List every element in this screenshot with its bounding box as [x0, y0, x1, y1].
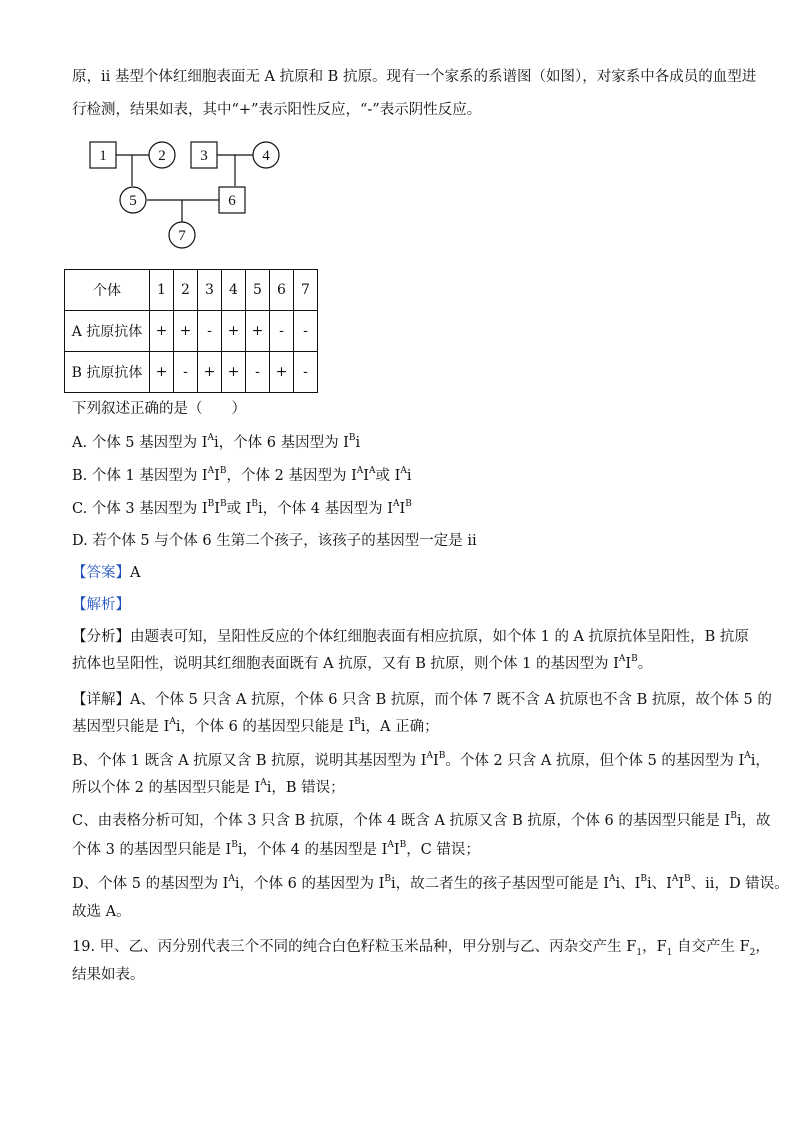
- detail-line-3: B、个体 1 既含 A 抗原又含 B 抗原，说明其基因型为 $I^AI^B$。个体 2 只含 A 抗原，但个体 5 的基因型为 $I^Ai$，: [72, 751, 770, 769]
- table-col-header: 2: [174, 270, 198, 311]
- table-cell: -: [198, 311, 222, 352]
- option-a: A. 个体 5 基因型为 $I^Ai$，个体 6 基因型为 $I^Bi$: [72, 433, 361, 451]
- table-cell: +: [174, 311, 198, 352]
- question-stem: 下列叙述正确的是（ ）: [72, 401, 246, 417]
- question-19-line-2: 结果如表。: [72, 967, 145, 983]
- detail-conclusion: 故选 A。: [72, 904, 131, 920]
- answer-line: [72, 563, 140, 583]
- pedigree-label-7: 7: [178, 228, 186, 244]
- table-cell: -: [174, 352, 198, 393]
- fenxi-line-2: 抗体也呈阳性，说明其红细胞表面既有 A 抗原，又有 B 抗原，则个体 1 的基因型为 $I^AI^B$。: [72, 654, 653, 672]
- pedigree-label-5: 5: [129, 193, 137, 209]
- pedigree-label-2: 2: [158, 148, 166, 164]
- pedigree-label-4: 4: [262, 148, 270, 164]
- table-cell: -: [294, 311, 318, 352]
- detail-line-5: C、由表格分析可知，个体 3 只含 B 抗原，个体 4 既含 A 抗原又含 B 抗原，个体 6 的基因型只能是 $I^Bi$，故: [72, 811, 771, 829]
- table-col-header: 4: [222, 270, 246, 311]
- table-col-header: 7: [294, 270, 318, 311]
- table-cell: +: [198, 352, 222, 393]
- table-cell: +: [150, 352, 174, 393]
- blood-type-table: [64, 269, 318, 393]
- pedigree-label-3: 3: [200, 148, 208, 164]
- table-col-header: 1: [150, 270, 174, 311]
- detail-line-2: 基因型只能是 $I^Ai$，个体 6 的基因型只能是 $I^Bi$，A 正确；: [72, 717, 439, 735]
- option-c: C. 个体 3 基因型为 $I^BI^B$或 $I^Bi$，个体 4 基因型为 $I^AI^B$: [72, 499, 412, 517]
- detail-line-6: 个体 3 的基因型只能是 $I^Bi$，个体 4 的基因型是 $I^AI^B$，C 错误；: [72, 840, 480, 858]
- table-header-label: 个体: [65, 270, 150, 311]
- table-cell: -: [294, 352, 318, 393]
- detail-line-7: D、个体 5 的基因型为 $I^Ai$，个体 6 的基因型为 $I^Bi$，故二者生的孩子基因型可能是 $I^Ai$、$I^Bi$、$I^AI^B$、ii，D 错误。: [72, 874, 789, 892]
- detail-line-4: 所以个体 2 的基因型只能是 $I^Ai$，B 错误；: [72, 778, 345, 796]
- table-col-header: 6: [270, 270, 294, 311]
- answer-value: A: [130, 565, 141, 581]
- analysis-tag: 【解析】: [72, 597, 130, 613]
- option-d: D. 若个体 5 与个体 6 生第二个孩子，该孩子的基因型一定是 ii: [72, 533, 477, 549]
- question-19-line-1: 19. 甲、乙、丙分别代表三个不同的纯合白色籽粒玉米品种，甲分别与乙、丙杂交产生 $F_1$，$F_1$ 自交产生 $F_2$，: [72, 939, 770, 958]
- answer-tag: 【答案】: [72, 565, 130, 581]
- intro-line-2: 行检测，结果如表，其中“+”表示阳性反应，“-”表示阴性反应。: [72, 102, 482, 118]
- table-row-b: [65, 352, 318, 393]
- table-cell: +: [246, 311, 270, 352]
- table-cell: +: [270, 352, 294, 393]
- table-cell: -: [246, 352, 270, 393]
- intro-line-1: 原，ii 基型个体红细胞表面无 A 抗原和 B 抗原。现有一个家系的系谱图（如图），对家系中各成员的血型进: [72, 69, 757, 85]
- detail-line-1: 【详解】A、个体 5 只含 A 抗原，个体 6 只含 B 抗原，而个体 7 既不含 A 抗原也不含 B 抗原，故个体 5 的: [72, 692, 772, 708]
- table-row-a: [65, 311, 318, 352]
- table-row-label: A 抗原抗体: [65, 311, 150, 352]
- table-col-header: 5: [246, 270, 270, 311]
- table-header-row: [65, 270, 318, 311]
- pedigree-diagram: [80, 128, 300, 258]
- fenxi-line-1: 【分析】由题表可知，呈阳性反应的个体红细胞表面有相应抗原，如个体 1 的 A 抗原抗体呈阳性，B 抗原: [72, 629, 749, 645]
- option-b: B. 个体 1 基因型为 $I^AI^B$，个体 2 基因型为 $I^AI^A$或 $I^Ai$: [72, 466, 412, 484]
- pedigree-label-1: 1: [99, 148, 107, 164]
- table-cell: -: [270, 311, 294, 352]
- table-cell: +: [150, 311, 174, 352]
- table-col-header: 3: [198, 270, 222, 311]
- table-cell: +: [222, 311, 246, 352]
- pedigree-label-6: 6: [228, 193, 236, 209]
- table-cell: +: [222, 352, 246, 393]
- table-row-label: B 抗原抗体: [65, 352, 150, 393]
